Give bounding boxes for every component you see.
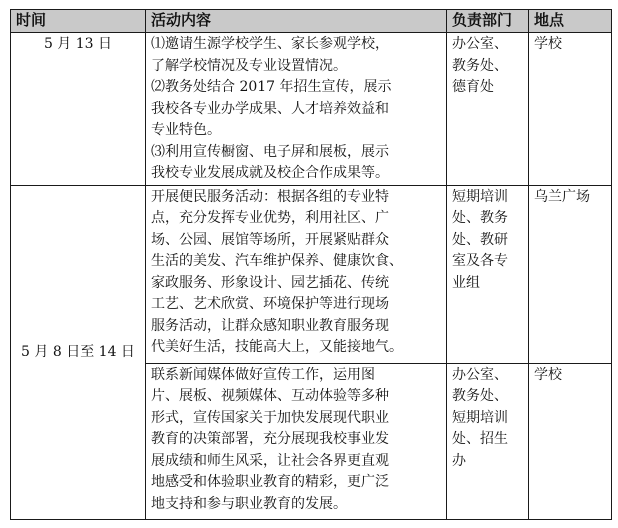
dept-line: 短期培训 — [452, 409, 508, 426]
dept-line: 处、教务 — [452, 210, 508, 226]
content-line: 代美好生活，技能高大上，又能接地气。 — [151, 339, 403, 355]
dept-line: 办 — [452, 452, 466, 469]
content-line: 点，充分发挥专业优势，利用社区、广 — [151, 210, 389, 226]
activity-schedule-table — [10, 9, 612, 520]
content-line: 场、公园、展馆等场所，开展紧贴群众 — [151, 231, 389, 248]
dept-line: 业组 — [452, 274, 480, 291]
row-dept — [447, 185, 529, 363]
content-line: 联系新闻媒体做好宣传工作，运用图 — [151, 366, 375, 383]
content-line: 家政服务、形象设计、园艺插花、传统 — [151, 274, 389, 291]
dept-line: 教务处、 — [452, 57, 508, 74]
content-line: ⑶利用宣传橱窗、电子屏和展板，展示 — [151, 143, 389, 160]
content-line: 了解学校情况及专业设置情况。 — [151, 57, 347, 74]
header-place: 地点 — [529, 10, 612, 33]
content-line: 展成绩和师生风采，让社会各界更直观 — [151, 452, 389, 469]
dept-line: 办公室、 — [452, 36, 508, 52]
row-dept — [447, 363, 529, 519]
table-row — [11, 33, 612, 186]
content-line: 工艺、艺术欣赏、环境保护等进行现场 — [151, 296, 389, 312]
content-line: 我校专业发展成就及校企合作成果等。 — [151, 165, 389, 181]
content-line: 我校各专业办学成果、人才培养效益和 — [151, 100, 389, 117]
content-line: 服务活动，让群众感知职业教育服务现 — [151, 317, 389, 334]
dept-line: 处、教研 — [452, 231, 508, 248]
dept-line: 德育处 — [452, 79, 494, 95]
content-line: 片、展板、视频媒体、互动体验等多种 — [151, 388, 389, 404]
row-content — [146, 33, 447, 186]
content-line: ⑴邀请生源学校学生、家长参观学校， — [151, 36, 389, 52]
content-line: 教育的决策部署，充分展现我校事业发 — [151, 431, 389, 447]
content-line: 开展便民服务活动：根据各组的专业特 — [151, 188, 389, 205]
row-content — [146, 185, 447, 363]
content-line: 生活的美发、汽车维护保养、健康饮食、 — [151, 253, 403, 269]
header-time: 时间 — [11, 10, 146, 33]
row-place: 学校 — [529, 33, 612, 186]
row-dept — [447, 33, 529, 186]
dept-line: 室及各专 — [452, 253, 508, 269]
dept-line: 办公室、 — [452, 366, 508, 383]
row-date: 5 月 13 日 — [11, 33, 146, 186]
row-content — [146, 363, 447, 519]
header-dept: 负责部门 — [447, 10, 529, 33]
dept-line: 短期培训 — [452, 188, 508, 205]
header-content: 活动内容 — [146, 10, 447, 33]
row-place: 学校 — [529, 363, 612, 519]
content-line: 形式，宣传国家关于加快发展现代职业 — [151, 409, 389, 426]
header-row — [11, 10, 612, 33]
content-line: 专业特色。 — [151, 122, 221, 138]
content-line: ⑵教务处结合 2017 年招生宣传，展示 — [151, 79, 392, 95]
row-date: 5 月 8 日至 14 日 — [11, 185, 146, 519]
dept-line: 处、招生 — [452, 431, 508, 447]
row-place: 乌兰广场 — [529, 185, 612, 363]
dept-line: 教务处、 — [452, 388, 508, 404]
table-row — [11, 185, 612, 363]
content-line: 地感受和体验职业教育的精彩，更广泛 — [151, 474, 389, 490]
content-line: 地支持和参与职业教育的发展。 — [151, 495, 347, 512]
